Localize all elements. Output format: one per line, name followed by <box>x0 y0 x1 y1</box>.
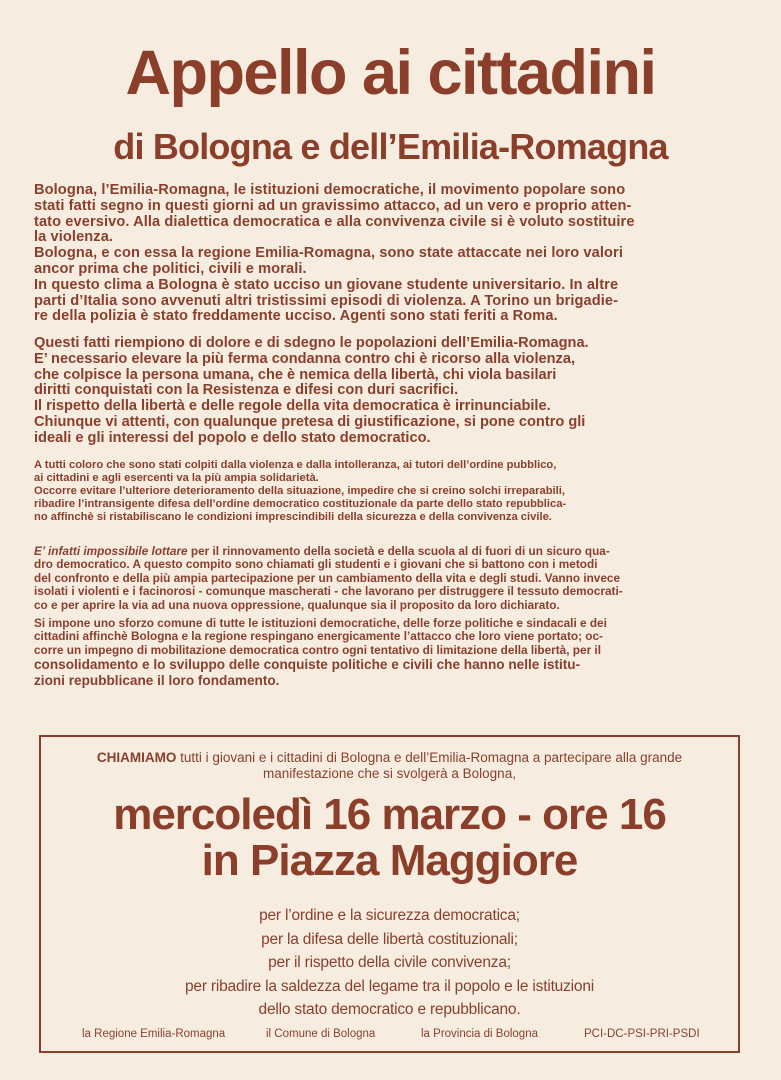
paragraph-2 <box>34 336 746 447</box>
text-line: no affinchè si ristabiliscano le condizioni imprescindibili della sicurezza e della convivenza civile. <box>34 511 552 523</box>
event-date: mercoledì 16 marzo - ore 16 <box>113 790 666 839</box>
text-line: ideali e gli interessi del popolo e dello stato democratico. <box>34 429 431 446</box>
text-line: Occorre evitare l’ulteriore deterioramento della situazione, impedire che si creino solchi irreparabili, <box>34 485 565 497</box>
text-line: ribadire l’intransigente difesa dell’ordine democratico costituzionale da parte dello stato repubblica- <box>34 498 567 510</box>
purpose-item: dello stato democratico e repubblicano. <box>258 1001 521 1018</box>
signer-regione: la Regione Emilia-Romagna <box>82 1028 226 1040</box>
purpose-item: per ribadire la saldezza del legame tra il popolo e le istituzioni <box>185 977 594 995</box>
call-line: manifestazione che si svolgerà a Bologna, <box>263 766 516 781</box>
text-line: che colpisce la persona umana, che è nemica della libertà, chi viola basilari <box>34 366 557 383</box>
rally-announcement-box <box>39 735 740 1053</box>
call-line <box>41 750 738 766</box>
text-line: la violenza. <box>34 229 114 246</box>
text-line: Questi fatti riempiono di dolore e di sdegno le popolazioni dell’Emilia-Romagna. <box>34 335 589 351</box>
purpose-item: per la difesa delle libertà costituzionali; <box>261 930 518 948</box>
text-fragment: per il rinnovamento della società e della scuola al di fuori di un sicuro qua- <box>187 544 610 558</box>
purposes-list <box>41 904 738 1022</box>
call-keyword: CHIAMIAMO <box>96 750 177 765</box>
text-line: Bologna, l’Emilia-Romagna, le istituzioni democratiche, il movimento popolare sono <box>34 182 626 198</box>
signer-comune: il Comune di Bologna <box>266 1028 376 1040</box>
paragraph-5 <box>34 617 746 689</box>
signer-provincia: la Provincia di Bologna <box>421 1028 538 1040</box>
purpose-item: per l’ordine e la sicurezza democratica; <box>259 907 520 924</box>
text-line: del confronto e della più ampia partecipazione per un cambiamento della vita e degli studi. Vanno invece <box>34 570 621 585</box>
paragraph-4 <box>34 545 746 612</box>
purpose-item: per il rispetto della civile convivenza; <box>268 954 511 971</box>
text-line: cittadini affinchè Bologna e la regione respingano energicamente l’attacco che loro viene portato; oc- <box>34 629 603 644</box>
paragraph-1 <box>34 183 746 325</box>
text-line: tato eversivo. Alla dialettica democratica e alla convivenza civile si è voluto sostituire <box>34 213 635 230</box>
call-to-participate <box>41 750 738 782</box>
text-line: zioni repubblicane il loro fondamento. <box>34 673 280 689</box>
text-line: parti d’Italia sono avvenuti altri tristissimi episodi di violenza. A Torino un brigadie- <box>34 292 619 309</box>
text-line: ancor prima che politici, civili e morali. <box>34 260 307 277</box>
poster-title: Appello ai cittadini <box>125 38 656 108</box>
text-line: stati fatti segno in questi giorni ad un gravissimo attacco, ad un vero e proprio atten- <box>34 197 632 214</box>
text-line: isolati i violenti e i facinorosi - comunque mascherati - che lavorano per distruggere il tessuto democrati- <box>34 584 623 599</box>
text-line: diritti conquistati con la Resistenza e difesi con duri sacrifici. <box>34 382 459 399</box>
text-line: ai cittadini e agli esercenti va la più ampia solidarietà. <box>34 472 319 484</box>
signer-parties: PCI-DC-PSI-PRI-PSDI <box>584 1028 700 1040</box>
event-place: in Piazza Maggiore <box>201 836 578 885</box>
text-line: Chiunque vi attenti, con qualunque pretesa di giustificazione, si pone contro gli <box>34 413 586 430</box>
text-line: co e per aprire la via ad una nuova oppressione, qualunque sia il proposito da loro dichiarato. <box>34 597 560 612</box>
text-line: dro democratico. A questo compito sono chiamati gli studenti e i giovani che si battono con i metodi <box>34 557 598 572</box>
text-line: Si impone uno sforzo comune di tutte le istituzioni democratiche, delle forze politiche e sindacali e dei <box>34 616 607 630</box>
text-line: E’ necessario elevare la più ferma condanna contro chi è ricorso alla violenza, <box>34 350 575 367</box>
text-line: Bologna, e con essa la regione Emilia-Romagna, sono state attaccate nei loro valori <box>34 245 623 262</box>
text-line <box>34 545 746 558</box>
text-line: In questo clima a Bologna è stato ucciso un giovane studente universitario. In altre <box>34 276 619 293</box>
text-line: A tutti coloro che sono stati colpiti dalla violenza e dalla intolleranza, ai tutori dell’ordine pubblico, <box>34 459 557 471</box>
text-line: consolidamento e lo sviluppo delle conquiste politiche e civili che hanno nelle istitu- <box>34 657 581 673</box>
text-line: re della polizia è stato freddamente ucciso. Agenti sono stati feriti a Roma. <box>34 308 558 325</box>
text-line: Il rispetto della libertà e delle regole della vita democratica è irrinunciabile. <box>34 398 551 415</box>
text-line: corre un impegno di mobilitazione democratica contro ogni tentativo di limitazione della libertà, per il <box>34 642 601 657</box>
poster-subtitle: di Bologna e dell’Emilia-Romagna <box>113 126 668 167</box>
call-text: tutti i giovani e i cittadini di Bologna e dell’Emilia-Romagna a partecipare alla grande <box>176 750 683 765</box>
italic-lead: E’ infatti impossibile lottare <box>34 544 188 558</box>
paragraph-3 <box>34 459 746 524</box>
